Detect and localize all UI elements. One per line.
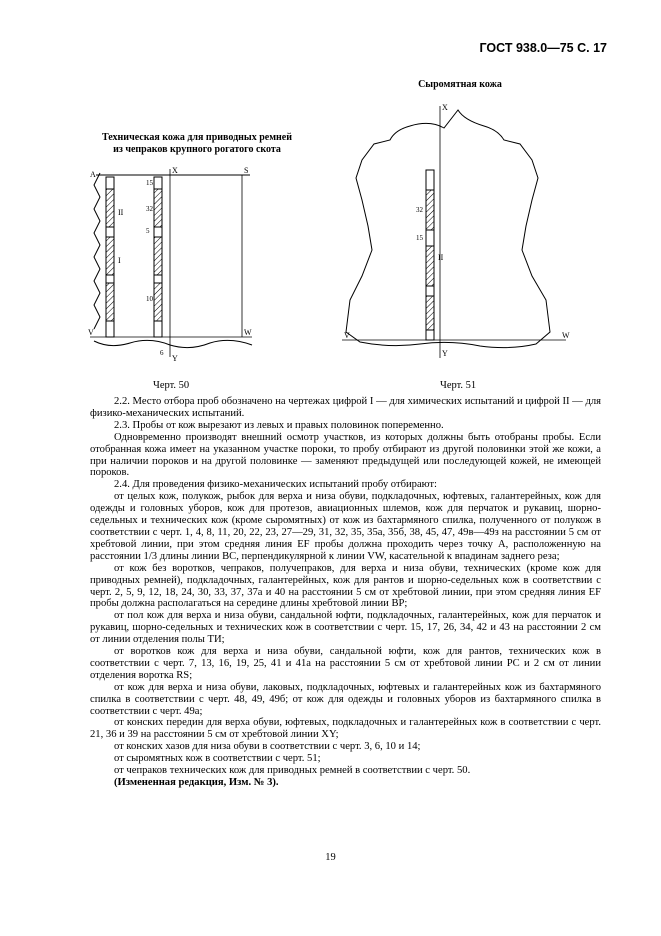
fig50-drawing [80,165,280,365]
page-header: ГОСТ 938.0—75 С. 17 [479,41,607,55]
fig50-title-line1: Техническая кожа для приводных ремней [102,132,292,143]
fig50-dim-6: 6 [160,349,164,357]
paragraph: 2.3. Пробы от кож вырезают из левых и правых половинок попеременно. [114,419,444,431]
fig51-label-Y: Y [442,349,448,358]
fig50-mark-II: II [118,208,124,217]
fig51-caption: Черт. 51 [440,380,477,391]
amendment-note: (Измененная редакция, Изм. № 3). [114,777,279,788]
paragraph: 2.2. Место отбора проб обозначено на чертежах цифрой I — для химических испытаний и цифрой II — для физико-механических испытаний. [90,396,601,419]
page-number: 19 [325,852,336,863]
paragraph: от сыромятных кож в соответствии с черт. 51; [114,753,321,765]
fig50-dim-15: 15 [146,179,153,187]
fig50-left-edge [94,173,100,329]
fig50-dim-10: 10 [146,295,153,303]
fig50-caption: Черт. 50 [153,380,190,391]
fig51-label-V: V [344,331,350,340]
fig50-label-A: A [90,170,96,179]
fig51-dim-15: 15 [416,234,423,242]
fig50-title [62,132,332,156]
paragraph: Одновременно производят внешний осмотр участков, из которых должны быть отобраны пробы. Если отобранная кожа имеет на указанном участке пороки, то пробу отбирают из другой половинки этой же кожи, а при наличии пороков и на другой половинке — заменяют предыдущей или последующей кожей, не имеющей пороков. [90,431,601,479]
fig51-dim-32: 32 [416,206,423,214]
fig50-label-Y: Y [172,354,178,363]
fig51-hide-outline [346,110,550,348]
fig50-dim-32: 32 [146,205,153,213]
fig51-title: Сыромятная кожа [418,79,502,90]
paragraph: от кож для верха и низа обуви, лаковых, подкладочных, юфтевых и галантерейных кож из бахтармяного спилка в соответствии с черт. 48, 49, 49б; от кож для одежды и головных уборов из бахтармяного спилка в соответствии с черт. 49а; [90,681,601,717]
paragraph: от чепраков технических кож для приводных ремней в соответствии с черт. 50. [114,765,471,777]
fig50-label-X: X [172,166,178,175]
fig50-dim-5: 5 [146,227,150,235]
fig50-bottom-edge [94,340,252,347]
paragraph: от воротков кож для верха и низа обуви, сандальной юфти, кож для рантов, технических кож в соответствии с черт. 7, 13, 16, 19, 25, 41 и 41а на расстоянии 5 см от хребтовой линии PC и 2 см от линии отделения воротка RS; [90,646,601,681]
fig50-label-V: V [88,328,94,337]
paragraph: от конских хазов для низа обуви в соответствии с черт. 3, 6, 10 и 14; [114,741,421,753]
paragraph: от кож без воротков, чепраков, получепраков, для верха и низа обуви, технических (кроме кож для приводных ремней), подкладочных, галантерейных, кож для рантов и шорно-седельных кож в соответствии с черт. 2, 5, 9, 12, 18, 24, 30, 33, 37, 37а и 40 на расстоянии 5 см от хребтовой линии, при этом средняя линия EF пробы должна располагаться на середине длины хребтовой линии BP; [90,562,601,610]
fig50-title-line2: из чепраков крупного рогатого скота [113,144,281,155]
paragraph: от целых кож, полукож, рыбок для верха и низа обуви, подкладочных, юфтевых, галантерейных, кож для одежды и головных уборов, кож для протезов, авиационных шлемов, кож для перчаток и рукавиц, шорно-седельных и технических кож (кроме сыромятных) от кож из бахтармяного спилка, полученного от полукож в соответствии с черт. 1, 4, 8, 11, 20, 22, 23, 27—29, 31, 32, 35, 35а, 35б, 38, 45, 47, 49в—49з на расстоянии 5 см от хребтовой линии, при этом средняя линия EF пробы должна проходить через точку A, расположенную на расстоянии 1/3 длины линии BC, перпендикулярной к линии VW, касательной к впадинам заднего реза; [90,491,601,562]
paragraph: от конских передин для верха обуви, юфтевых, подкладочных и галантерейных кож в соответствии с черт. 21, 36 и 39 на расстоянии 5 см от хребтовой линии XY; [90,717,601,741]
body-text [90,396,601,789]
fig50-mark-I: I [118,256,121,265]
fig51-label-X: X [442,103,448,112]
fig51-mark-II: II [438,253,444,262]
fig50-label-S: S [244,166,249,175]
fig50-label-W: W [244,328,252,337]
paragraph: от пол кож для верха и низа обуви, сандальной юфти, подкладочных, галантерейных, кож для перчаток и рукавиц, шорно-седельных и технических кож в соответствии с черт. 15, 17, 26, 34, 42 и 43 на расстоянии 2 см от линии отделения полы TИ; [90,610,601,646]
paragraph: 2.4. Для проведения физико-механических испытаний пробу отбирают: [114,479,437,491]
fig51-label-W: W [562,331,570,340]
fig51-drawing [340,100,580,360]
